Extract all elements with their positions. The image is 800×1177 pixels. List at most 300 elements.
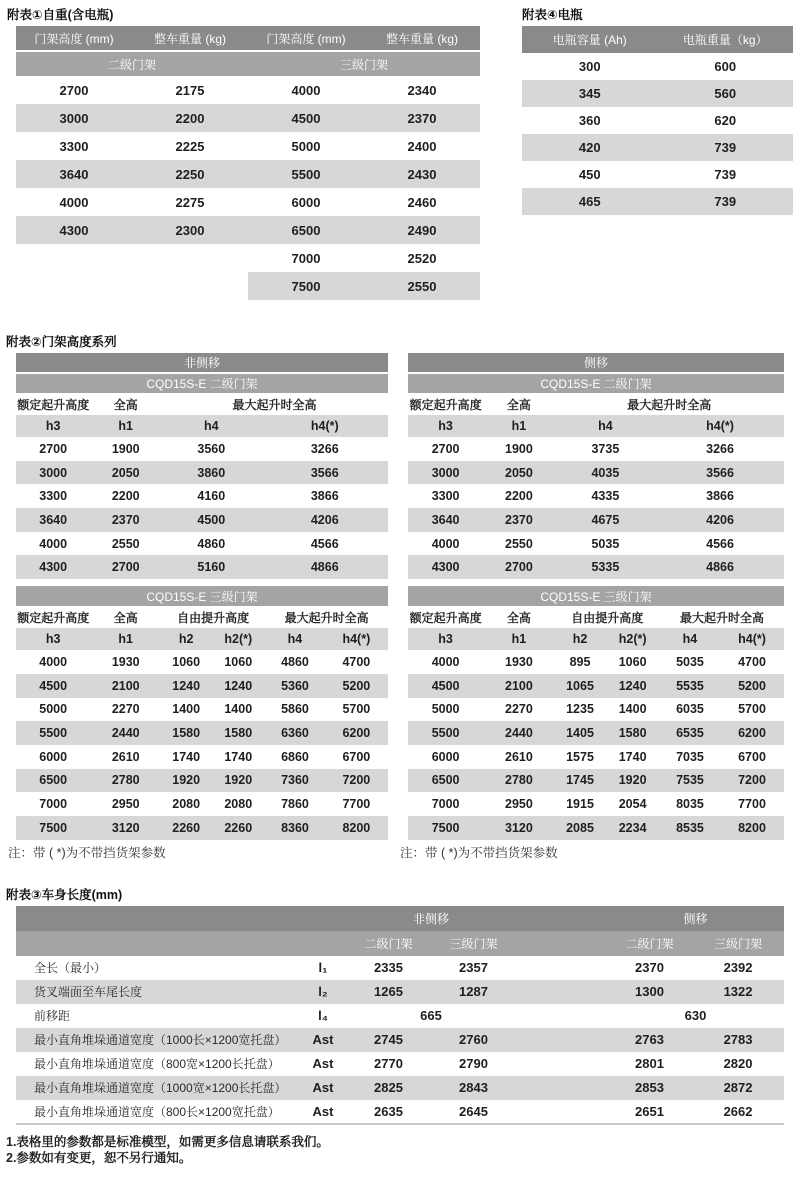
table-row (522, 188, 793, 215)
mast-type-header: 二级门架 (16, 51, 248, 76)
cell: 1240 (618, 678, 647, 693)
self-weight-body (16, 76, 480, 300)
cell: 4566 (706, 536, 734, 551)
table-row (16, 437, 388, 461)
col-header: 电瓶重量（kg） (658, 26, 794, 53)
cell (132, 272, 248, 300)
table-row (16, 674, 388, 698)
col-header: h4 (265, 628, 325, 650)
cell: 2610 (111, 749, 140, 764)
mast-type-header: 二级门架 (607, 931, 692, 956)
cell: 最小直角堆垛通道宽度（800长×1200宽托盘） (34, 1104, 280, 1119)
cell (516, 1052, 607, 1076)
cell: 3000 (59, 110, 89, 126)
cell: l₄ (318, 1008, 328, 1024)
cell: 1580 (172, 726, 201, 741)
cell: 7535 (676, 773, 704, 788)
table-row (16, 745, 388, 769)
group-header: 最大起升时全高 (265, 606, 388, 628)
non-sideshift-triplex-body (16, 650, 388, 840)
model-header: CQD15S-E 二级门架 (16, 373, 388, 393)
table-row (16, 769, 388, 793)
cell: 739 (714, 140, 737, 155)
table-row (16, 650, 388, 674)
cell: 4035 (591, 465, 620, 480)
cell: 7500 (431, 820, 460, 835)
cell: 6535 (676, 726, 704, 741)
mast-type-header: 二级门架 (346, 931, 431, 956)
cell: 4500 (291, 110, 321, 126)
table-row (408, 792, 784, 816)
cell: 4860 (281, 654, 309, 669)
cell: 3266 (706, 441, 734, 456)
cell (516, 980, 607, 1004)
cell: Ast (312, 1032, 334, 1048)
col-header: h3 (16, 628, 90, 650)
group-header: 最大起升时全高 (660, 606, 784, 628)
cell: 3000 (431, 465, 460, 480)
cell (16, 244, 132, 272)
table-row (16, 484, 388, 508)
cell: 2335 (374, 960, 403, 976)
cell: 4160 (197, 489, 226, 504)
section-header: 非侧移 (16, 353, 388, 373)
model-row (16, 373, 388, 393)
cell: 2651 (635, 1103, 664, 1119)
table-row (16, 132, 480, 160)
group-header: 全高 (483, 393, 554, 415)
non-sideshift-duplex-body (16, 437, 388, 579)
cell: 5500 (291, 166, 321, 182)
cell: 6700 (738, 749, 766, 764)
cell: 1745 (566, 773, 594, 788)
cell: 最小直角堆垛通道宽度（1000宽×1200长托盘） (34, 1081, 287, 1096)
cell: 2200 (111, 489, 140, 504)
cell: 2300 (175, 222, 205, 238)
cell: 739 (714, 167, 737, 182)
col-header: h2(*) (211, 628, 265, 650)
table-row (16, 1076, 784, 1100)
cell: 7360 (281, 773, 309, 788)
body-length-body (16, 956, 784, 1124)
cell: 2872 (723, 1080, 753, 1096)
sideshift-section (400, 353, 784, 861)
battery-table (522, 26, 793, 215)
cell: 4000 (39, 654, 68, 669)
group-header: 全高 (90, 606, 161, 628)
cell: 4000 (291, 82, 321, 98)
cell: 最小直角堆垛通道宽度（1000长×1200宽托盘） (34, 1033, 287, 1048)
cell: 7200 (738, 773, 766, 788)
cell (16, 272, 132, 300)
group-header: 自由提升高度 (161, 606, 265, 628)
cell: 最小直角堆垛通道宽度（800宽×1200长托盘） (34, 1057, 280, 1072)
cell: 1580 (224, 726, 253, 741)
cell: 2825 (374, 1080, 403, 1096)
table-row (16, 188, 480, 216)
cell: 1065 (566, 678, 594, 693)
cell: 1920 (224, 773, 253, 788)
self-weight-section (7, 8, 480, 300)
cell: 5360 (281, 678, 309, 693)
cell: 5200 (738, 678, 766, 693)
cell: 895 (569, 654, 591, 669)
cell: 1300 (635, 984, 664, 1000)
cell: 2100 (111, 678, 140, 693)
cell: 5200 (342, 678, 371, 693)
col-header: 门架高度 (mm) (248, 26, 364, 51)
col-header: h3 (408, 628, 483, 650)
cell: 1900 (505, 441, 533, 456)
table-row (408, 745, 784, 769)
table-row (16, 104, 480, 132)
cell: 2820 (723, 1056, 753, 1072)
footer-note-2: 2.参数如有变更，恕不另行通知。 (6, 1150, 192, 1165)
cell: 300 (578, 59, 601, 74)
cell: 2550 (111, 536, 140, 551)
cell: 7860 (281, 797, 309, 812)
table-row (16, 508, 388, 532)
cell: 6500 (291, 222, 321, 238)
cell: 2225 (175, 138, 205, 154)
cell: 1580 (618, 726, 647, 741)
section-header: 侧移 (607, 906, 784, 931)
cell: 3120 (505, 820, 533, 835)
header-row (408, 353, 784, 373)
cell: 2645 (459, 1103, 488, 1119)
cell: 3640 (39, 512, 68, 527)
cell: 1920 (618, 773, 647, 788)
cell: 3860 (197, 465, 226, 480)
cell: 1400 (172, 702, 201, 717)
cell: 2790 (459, 1056, 488, 1072)
cell: 620 (714, 113, 737, 128)
cell: 前移距 (34, 1009, 71, 1024)
cell: 6860 (281, 749, 309, 764)
cell: 2200 (175, 110, 205, 126)
battery-body (522, 53, 793, 215)
header-row (16, 353, 388, 373)
cell: 1575 (566, 749, 594, 764)
cell (516, 1028, 607, 1052)
group-header-row (408, 606, 784, 628)
table-row (16, 160, 480, 188)
table-row (16, 76, 480, 104)
sideshift-triplex-table (408, 586, 784, 840)
cell: 1930 (505, 654, 533, 669)
model-header: CQD15S-E 三级门架 (408, 586, 784, 606)
cell: 5700 (342, 702, 371, 717)
non-sideshift-duplex-table (16, 353, 388, 579)
cell: 1400 (618, 702, 647, 717)
group-header-row (16, 393, 388, 415)
group-header-row (408, 393, 784, 415)
cell: 3266 (310, 441, 339, 456)
mast-note-left: 注：带 ( *)为不带挡货架参数 (8, 845, 166, 860)
table-row (16, 555, 388, 579)
cell (516, 1004, 607, 1028)
cell: 8035 (676, 797, 704, 812)
cell (132, 244, 248, 272)
col-header: h4 (555, 415, 657, 437)
row-weight-battery (6, 8, 800, 300)
mast-type-header: 三级门架 (431, 931, 516, 956)
table-row (408, 650, 784, 674)
table-row (408, 674, 784, 698)
cell: 2054 (618, 797, 647, 812)
col-header: h4 (660, 628, 720, 650)
header-spacer (16, 906, 346, 931)
col-header: h4(*) (656, 415, 784, 437)
cell: 5535 (676, 678, 704, 693)
cell: 2275 (175, 194, 205, 210)
cell: 739 (714, 194, 737, 209)
sideshift-duplex-body (408, 437, 784, 579)
cell: 6200 (738, 726, 766, 741)
cell: 2550 (407, 278, 437, 294)
table-row (408, 484, 784, 508)
cell: 1322 (723, 984, 753, 1000)
cell: 1740 (618, 749, 647, 764)
cell: 2357 (459, 960, 488, 976)
cell: 1060 (172, 654, 201, 669)
model-header: CQD15S-E 三级门架 (16, 586, 388, 606)
table-row (16, 792, 388, 816)
cell: 4866 (706, 560, 734, 575)
cell: 2370 (407, 110, 437, 126)
table-row (408, 555, 784, 579)
footer-note-1: 1.表格里的参数都是标准模型，如需更多信息请联系我们。 (6, 1134, 329, 1149)
cell: 2080 (172, 797, 201, 812)
model-header: CQD15S-E 二级门架 (408, 373, 784, 393)
cell: 5000 (431, 702, 460, 717)
col-header: h1 (483, 628, 554, 650)
cell: 4500 (197, 512, 226, 527)
mast-series-title: 附表②门架高度系列 (6, 335, 117, 349)
cell: 2085 (566, 820, 594, 835)
cell: 1740 (172, 749, 201, 764)
cell: 360 (578, 113, 601, 128)
cell: 3735 (591, 441, 620, 456)
cell (516, 956, 607, 980)
col-header: h1 (90, 628, 161, 650)
col-header: h4 (161, 415, 261, 437)
col-header: h2 (555, 628, 606, 650)
cell: 5700 (738, 702, 766, 717)
group-header: 最大起升时全高 (161, 393, 388, 415)
table-row (16, 956, 784, 980)
cell: 4866 (310, 560, 339, 575)
cell: 1060 (618, 654, 647, 669)
model-row (408, 373, 784, 393)
cell: 4000 (431, 654, 460, 669)
table-row (16, 1100, 784, 1124)
cell: 7000 (431, 797, 460, 812)
cell: 4500 (39, 678, 68, 693)
table-row (408, 532, 784, 556)
cell: 2234 (618, 820, 647, 835)
group-header: 自由提升高度 (555, 606, 660, 628)
cell: 2760 (459, 1032, 488, 1048)
cell: 2440 (505, 726, 533, 741)
cell: 7200 (342, 773, 371, 788)
cell: 2783 (723, 1032, 753, 1048)
cell: 2392 (723, 960, 753, 976)
cell: 8360 (281, 820, 309, 835)
cell: 1920 (172, 773, 201, 788)
subheader-row (16, 51, 480, 76)
cell: 2662 (723, 1103, 753, 1119)
cell: 2370 (505, 512, 533, 527)
cell: 2770 (374, 1056, 403, 1072)
group-header: 全高 (483, 606, 554, 628)
model-row (408, 586, 784, 606)
group-header-row (16, 606, 388, 628)
cell: 2780 (505, 773, 533, 788)
cell: 2520 (407, 250, 437, 266)
cell: 7000 (291, 250, 321, 266)
cell: 6500 (39, 773, 68, 788)
battery-title: 附表④电瓶 (522, 8, 583, 22)
section-header: 侧移 (408, 353, 784, 373)
cell: 全长（最小） (34, 961, 107, 976)
cell: 3566 (310, 465, 339, 480)
cell: 2853 (635, 1080, 664, 1096)
cell: 4000 (59, 194, 89, 210)
cell: 2270 (111, 702, 140, 717)
cell: 1240 (172, 678, 201, 693)
non-sideshift-triplex-table (16, 586, 388, 840)
cell: 5860 (281, 702, 309, 717)
cell: 1240 (224, 678, 253, 693)
symbol-header-row (408, 415, 784, 437)
cell: 420 (578, 140, 601, 155)
cell: 2801 (635, 1056, 664, 1072)
table-row (522, 107, 793, 134)
cell: 4335 (591, 489, 620, 504)
group-header: 额定起升高度 (408, 606, 483, 628)
table-row (522, 134, 793, 161)
col-header: 整车重量 (kg) (364, 26, 480, 51)
symbol-header-row (408, 628, 784, 650)
group-header: 额定起升高度 (16, 393, 90, 415)
col-header: 门架高度 (mm) (16, 26, 132, 51)
cell: 4300 (39, 560, 68, 575)
cell: 1740 (224, 749, 253, 764)
table-row (16, 698, 388, 722)
table-row (16, 461, 388, 485)
cell: 7000 (39, 797, 68, 812)
cell: 2763 (635, 1032, 664, 1048)
table-row (408, 508, 784, 532)
subheader-spacer (516, 931, 607, 956)
cell: Ast (312, 1056, 334, 1072)
subheader-spacer (16, 931, 346, 956)
table-row (408, 769, 784, 793)
cell: 560 (714, 86, 737, 101)
table-row (16, 1028, 784, 1052)
cell: l₂ (318, 984, 328, 1000)
table-row (16, 721, 388, 745)
col-header: h2(*) (605, 628, 660, 650)
cell: 2430 (407, 166, 437, 182)
sideshift-duplex-table (408, 353, 784, 579)
col-header: h1 (483, 415, 554, 437)
self-weight-table (16, 26, 480, 300)
cell: Ast (312, 1103, 334, 1119)
group-header: 额定起升高度 (408, 393, 483, 415)
cell: 5160 (197, 560, 226, 575)
cell: 5500 (431, 726, 460, 741)
table-row (408, 461, 784, 485)
col-header: h3 (408, 415, 483, 437)
cell: 货叉端面至车尾长度 (34, 985, 143, 1000)
cell: 630 (684, 1008, 707, 1024)
cell: 6035 (676, 702, 704, 717)
self-weight-title: 附表①自重(含电瓶) (7, 8, 114, 22)
cell: 465 (578, 194, 601, 209)
col-header: h4(*) (720, 628, 784, 650)
table-row (408, 698, 784, 722)
group-header: 最大起升时全高 (555, 393, 784, 415)
cell: 3000 (39, 465, 68, 480)
section-header: 非侧移 (346, 906, 516, 931)
table-row (408, 437, 784, 461)
cell: 2490 (407, 222, 437, 238)
table-row (522, 80, 793, 107)
cell: 6000 (39, 749, 68, 764)
cell: 5500 (39, 726, 68, 741)
cell: 4700 (738, 654, 766, 669)
cell: 1265 (374, 984, 403, 1000)
cell: 2260 (172, 820, 201, 835)
cell: 4566 (310, 536, 339, 551)
row-mast-tables (6, 353, 800, 861)
cell: 2460 (407, 194, 437, 210)
cell: 6360 (281, 726, 309, 741)
cell: 2250 (175, 166, 205, 182)
cell: 3866 (706, 489, 734, 504)
cell: 2370 (635, 960, 664, 976)
header-row (16, 26, 480, 51)
symbol-header-row (16, 628, 388, 650)
cell: 4300 (59, 222, 89, 238)
table-row (16, 532, 388, 556)
cell: 4860 (197, 536, 226, 551)
mast-type-header: 三级门架 (248, 51, 480, 76)
cell: 8535 (676, 820, 704, 835)
cell: 665 (420, 1008, 442, 1024)
body-length-table (16, 906, 784, 1125)
cell: 1405 (566, 726, 594, 741)
mast-note-right: 注：带 ( *)为不带挡货架参数 (400, 845, 558, 860)
cell: 3300 (39, 489, 68, 504)
table-row (522, 53, 793, 80)
cell: 4206 (706, 512, 734, 527)
cell (516, 1100, 607, 1124)
cell: 5335 (591, 560, 620, 575)
cell: 1400 (224, 702, 253, 717)
cell: 3120 (111, 820, 140, 835)
symbol-header-row (16, 415, 388, 437)
cell: 2340 (407, 82, 437, 98)
cell: 4300 (431, 560, 460, 575)
table-row (16, 1004, 784, 1028)
table-row (16, 244, 480, 272)
cell: 4000 (39, 536, 68, 551)
cell: 2700 (39, 441, 68, 456)
cell: 2260 (224, 820, 253, 835)
